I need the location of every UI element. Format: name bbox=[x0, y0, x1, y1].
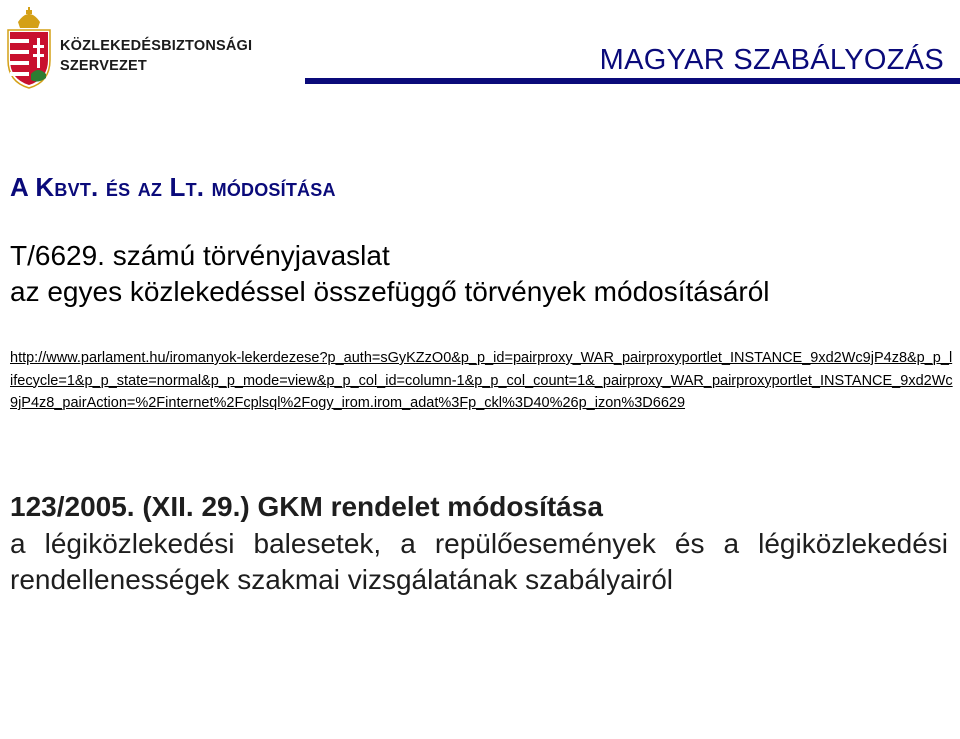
slide-title: MAGYAR SZABÁLYOZÁS bbox=[599, 44, 944, 76]
title-underline bbox=[305, 78, 960, 84]
organization-name bbox=[60, 36, 252, 76]
coat-of-arms-icon bbox=[4, 4, 54, 90]
parliament-reference-link[interactable]: http://www.parlament.hu/iromanyok-lekerdezese?p_auth=sGyKZzO0&p_p_id=pairproxy_WAR_pairproxyportlet_INSTANCE_9xd2Wc9jP4z8&p_p_lifecycle=1&p_p_state=normal&p_p_mode=view&p_p_col_id=column-1&p_p_col_count=1&_pairproxy_WAR_pairproxyportlet_INSTANCE_9xd2Wc9jP4z8_pairAction=%2Finternet%2Fcplsql%2Fogy_irom.irom_adat%3Fp_ckl%3D40%26p_izon%3D6629 bbox=[10, 350, 953, 411]
bill-number: T/6629. számú törvényjavaslat bbox=[10, 240, 390, 271]
bill-title: az egyes közlekedéssel összefüggő törvények módosításáról bbox=[10, 276, 770, 307]
decree-title: 123/2005. (XII. 29.) GKM rendelet módosítása bbox=[10, 491, 603, 522]
decree-description: a légiközlekedési balesetek, a repülőesemények és a légiközlekedési rendellenességek szakmai vizsgálatának szabályairól bbox=[10, 528, 948, 595]
section-heading: A Kbvt. és az Lt. módosítása bbox=[10, 172, 336, 202]
organization-name-line1: KÖZLEKEDÉSBIZTONSÁGI bbox=[60, 38, 253, 54]
organization-logo bbox=[4, 4, 254, 92]
organization-name-line2: SZERVEZET bbox=[60, 58, 147, 74]
